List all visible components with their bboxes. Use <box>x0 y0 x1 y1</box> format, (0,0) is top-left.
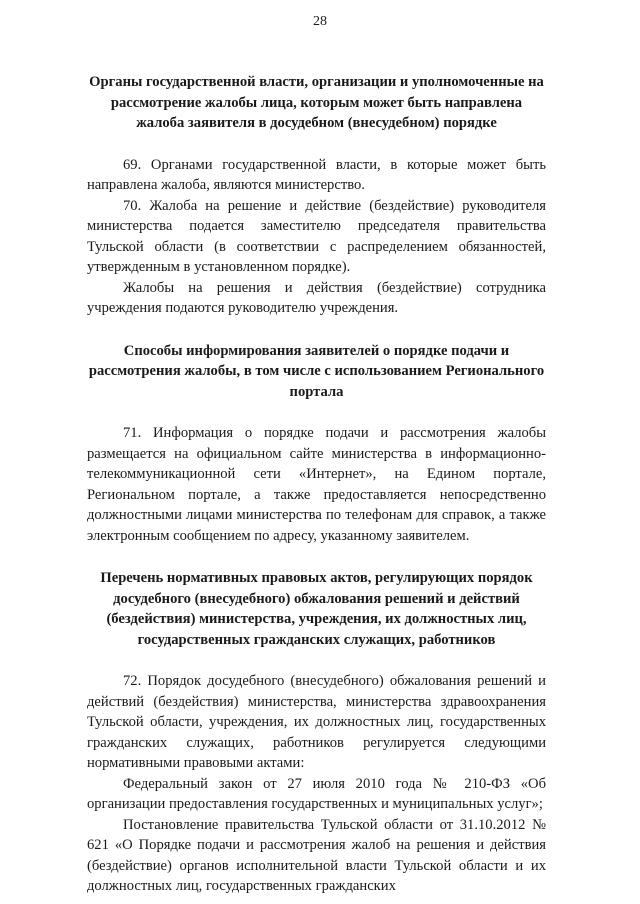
section-heading-legal-acts: Перечень нормативных правовых актов, регулирующих порядок досудебного (внесудебного) обжалования решений и действий (бездействия) министерства, учреждения, их должностных лиц, государственных гражданских служащих, работников <box>100 570 533 648</box>
section-heading-informing-methods: Способы информирования заявителей о порядке подачи и рассмотрения жалобы, в том числе с использованием Регионального портала <box>88 342 545 400</box>
paragraph-71: 71. Информация о порядке подачи и рассмотрения жалобы размещается на официальном сайте министерства в информационно-телекоммуникационной сети «Интернет», на Едином портале, Региональном портале, а также предоставляется непосредственно должностными лицами министерства по телефонам для справок, а также электронным сообщением по адресу, указанному заявителем. <box>87 425 546 544</box>
paragraph-government-resolution: Постановление правительства Тульской области от 31.10.2012 № 621 «О Порядке подачи и рассмотрения жалоб на решения и действия (бездействие) органов исполнительной власти Тульской области и их должностных лиц, государственных гражданских <box>87 816 546 894</box>
paragraph-federal-law: Федеральный закон от 27 июля 2010 года № 210-ФЗ «Об организации предоставления государственных и муниципальных услуг»; <box>87 775 546 812</box>
paragraph-70: 70. Жалоба на решение и действие (бездействие) руководителя министерства подается заместителю председателя правительства Тульской области (в соответствии с распределением обязанностей, утвержденным в установленном порядке). <box>87 197 546 275</box>
paragraph-69: 69. Органами государственной власти, в которые может быть направлена жалоба, являются министерство. <box>87 156 546 193</box>
page-number: 28 <box>313 14 327 29</box>
paragraph-72: 72. Порядок досудебного (внесудебного) обжалования решений и действий (бездействия) министерства, министерства здравоохранения Тульской области, учреждения, их должностных лиц, государственных гражданских служащих, работников регулируется следующими нормативными правовыми актами: <box>87 673 546 771</box>
section-heading-complaint-bodies: Органы государственной власти, организации и уполномоченные на рассмотрение жалобы лица, которым может быть направлена жалоба заявителя в досудебном (внесудебном) порядке <box>89 74 544 131</box>
paragraph-employee-complaints: Жалобы на решения и действия (бездействие) сотрудника учреждения подаются руководителю учреждения. <box>87 279 546 316</box>
document-body <box>87 72 546 897</box>
